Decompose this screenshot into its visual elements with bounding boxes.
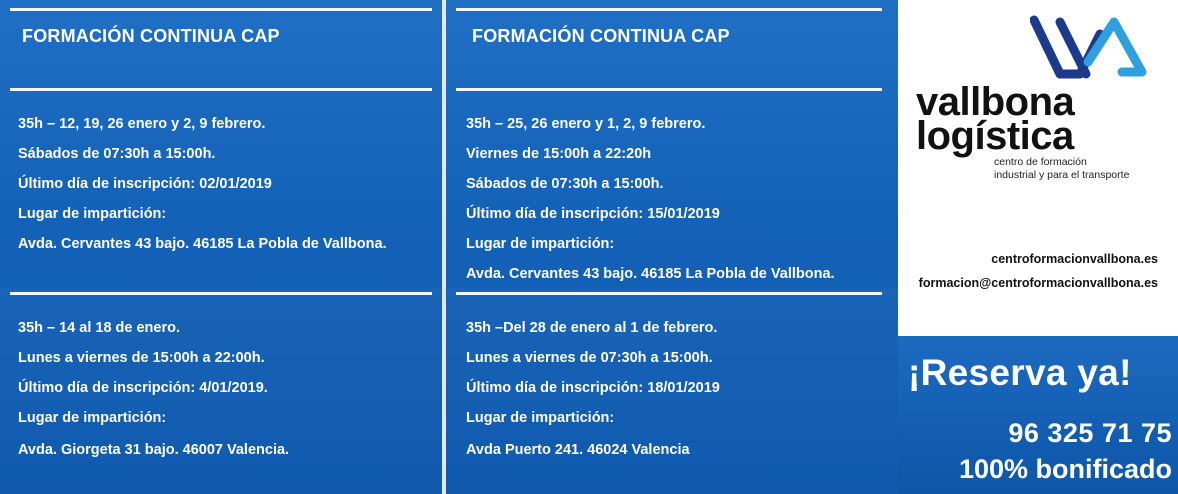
- location-address: Avda. Cervantes 43 bajo. 46185 La Pobla de Vallbona.: [466, 266, 835, 282]
- schedule-hours: 35h – 12, 19, 26 enero y 2, 9 febrero.: [18, 116, 266, 132]
- brand-name-line1: vallbona: [916, 80, 1075, 124]
- panel-title: FORMACIÓN CONTINUA CAP: [472, 26, 730, 46]
- sidebar: [898, 0, 1178, 494]
- registration-deadline: Último día de inscripción: 15/01/2019: [466, 206, 720, 222]
- divider: [10, 292, 432, 295]
- location-address: Avda Puerto 241. 46024 Valencia: [466, 442, 690, 458]
- brand-tagline-line1: centro de formación: [994, 156, 1087, 168]
- schedule-hours: 35h –Del 28 de enero al 1 de febrero.: [466, 320, 718, 336]
- schedule-hours: 35h – 14 al 18 de enero.: [18, 320, 181, 336]
- schedule-saturday: Sábados de 07:30h a 15:00h.: [466, 176, 664, 192]
- cta-banner: [898, 336, 1178, 494]
- cta-phone[interactable]: 96 325 71 75: [1008, 418, 1172, 448]
- cta-title: ¡Reserva ya!: [908, 352, 1132, 393]
- location-label: Lugar de impartición:: [18, 206, 167, 222]
- schedule-friday: Viernes de 15:00h a 22:20h: [466, 146, 652, 162]
- schedule-days: Sábados de 07:30h a 15:00h.: [18, 146, 216, 162]
- location-address: Avda. Cervantes 43 bajo. 46185 La Pobla de Vallbona.: [18, 236, 387, 252]
- registration-deadline: Último día de inscripción: 4/01/2019.: [18, 380, 268, 396]
- course-panel-right: [446, 0, 898, 494]
- divider: [456, 88, 882, 91]
- brand-name-line2: logística: [916, 114, 1074, 158]
- divider: [10, 88, 432, 91]
- schedule-days: Lunes a viernes de 07:30h a 15:00h.: [466, 350, 713, 366]
- registration-deadline: Último día de inscripción: 18/01/2019: [466, 380, 720, 396]
- schedule-days: Lunes a viernes de 15:00h a 22:00h.: [18, 350, 265, 366]
- course-panel-left: [0, 0, 442, 494]
- location-address: Avda. Giorgeta 31 bajo. 46007 Valencia.: [18, 442, 290, 458]
- brand-tagline-line2: industrial y para el transporte: [994, 169, 1130, 181]
- divider: [456, 292, 882, 295]
- location-label: Lugar de impartición:: [466, 236, 615, 252]
- schedule-hours: 35h – 25, 26 enero y 1, 2, 9 febrero.: [466, 116, 706, 132]
- brand-card: [898, 0, 1178, 336]
- cta-bonus: 100% bonificado: [958, 454, 1172, 484]
- location-label: Lugar de impartición:: [466, 410, 615, 426]
- registration-deadline: Último día de inscripción: 02/01/2019: [18, 176, 272, 192]
- location-label: Lugar de impartición:: [18, 410, 167, 426]
- website-link[interactable]: centroformacionvallbona.es: [991, 252, 1158, 266]
- va-monogram-icon: [1030, 14, 1154, 80]
- divider-top: [10, 8, 432, 11]
- divider-top: [456, 8, 882, 11]
- panel-title: FORMACIÓN CONTINUA CAP: [22, 26, 280, 46]
- email-link[interactable]: formacion@centroformacionvallbona.es: [918, 276, 1158, 290]
